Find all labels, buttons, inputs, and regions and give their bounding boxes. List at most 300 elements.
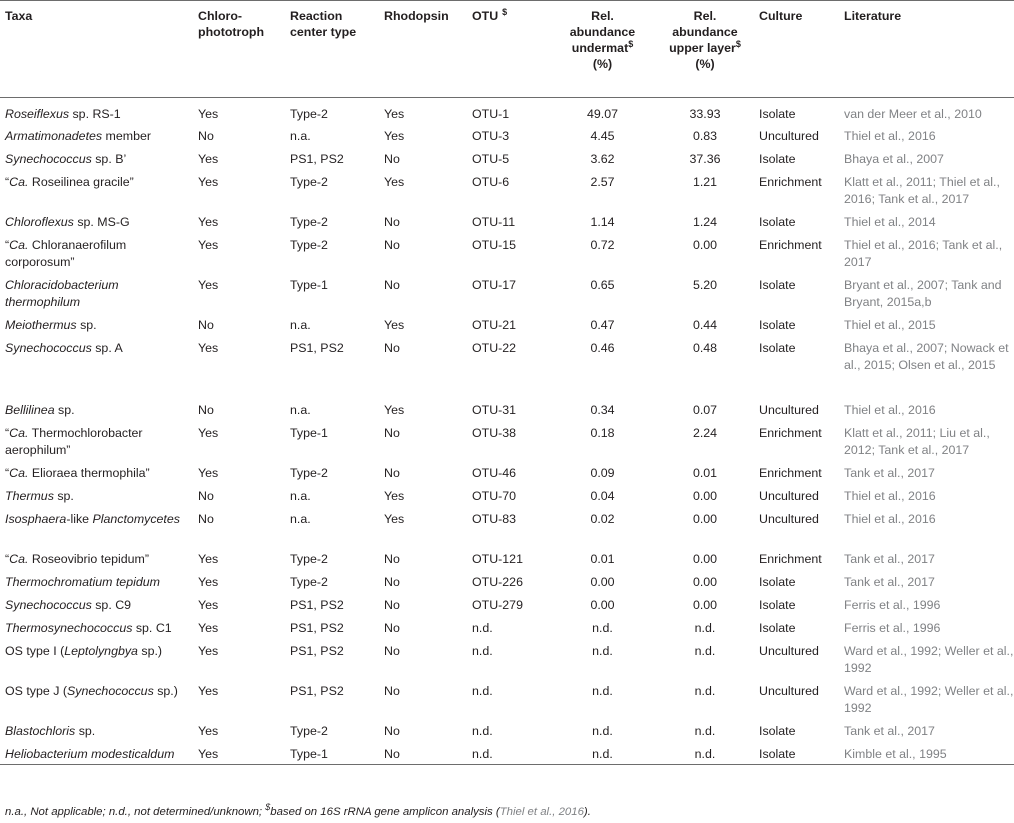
taxa-text: sp. B’ [91, 152, 127, 166]
taxa-text: Heliobacterium modesticaldum [5, 747, 175, 761]
header-text: phototroph [198, 25, 265, 39]
reaction-center-cell: n.a. [290, 512, 311, 526]
taxa-text: sp. MS-G [73, 215, 130, 229]
chlorophototroph-cell: Yes [198, 426, 219, 440]
taxa-text: sp. [54, 403, 75, 417]
upper-layer-abundance-cell: 5.20 [692, 278, 718, 292]
reaction-center-cell: PS1, PS2 [290, 621, 344, 635]
chlorophototroph-cell: No [198, 403, 214, 417]
reaction-center-cell: PS1, PS2 [290, 598, 344, 612]
undermat-abundance-cell: 0.65 [590, 278, 615, 292]
reaction-center-cell: Type-2 [290, 466, 328, 480]
undermat-abundance-cell: n.d. [592, 644, 613, 658]
header-text: Chloro- [198, 9, 243, 23]
rhodopsin-cell: No [384, 278, 400, 292]
culture-cell: Enrichment [759, 175, 822, 189]
chlorophototroph-cell: Yes [198, 175, 219, 189]
reaction-center-cell: Type-2 [290, 175, 328, 189]
taxa-text: Isosphaera [5, 512, 67, 526]
taxa-cell [0, 615, 193, 638]
literature-cell: Ferris et al., 1996 [844, 621, 941, 635]
header-taxa [0, 1, 193, 98]
undermat-abundance-cell: 2.57 [590, 175, 615, 189]
culture-cell: Isolate [759, 278, 796, 292]
taxa-text: Thermochlorobacter aerophilum” [5, 426, 143, 457]
otu-cell: OTU-17 [472, 278, 517, 292]
taxa-text: Chloroflexus [5, 215, 74, 229]
undermat-abundance-cell: 0.34 [590, 403, 615, 417]
header-sup: $ [735, 39, 741, 49]
rhodopsin-cell: No [384, 621, 400, 635]
rhodopsin-cell: No [384, 644, 400, 658]
taxa-cell [0, 592, 193, 615]
culture-cell: Isolate [759, 575, 796, 589]
taxa-text: sp. C9 [91, 598, 132, 612]
otu-cell: OTU-6 [472, 175, 510, 189]
undermat-abundance-cell: 0.72 [590, 238, 615, 252]
literature-cell: Bhaya et al., 2007 [844, 152, 944, 166]
table-row [0, 146, 1014, 169]
reaction-center-cell: PS1, PS2 [290, 644, 344, 658]
table-row [0, 232, 1014, 272]
culture-cell: Isolate [759, 621, 796, 635]
literature-cell: Thiel et al., 2015 [844, 318, 936, 332]
otu-cell: OTU-70 [472, 489, 517, 503]
table-row [0, 506, 1014, 546]
undermat-abundance-cell: 0.00 [590, 598, 615, 612]
taxa-cell [0, 232, 193, 272]
header-unit: (%) [592, 57, 613, 71]
literature-cell: Thiel et al., 2016 [844, 129, 936, 143]
chlorophototroph-cell: Yes [198, 215, 219, 229]
undermat-abundance-cell: n.d. [592, 747, 613, 761]
taxa-text: Chloranaerofilum corporosum” [5, 238, 127, 269]
culture-cell: Uncultured [759, 684, 819, 698]
rhodopsin-cell: No [384, 724, 400, 738]
taxa-text: “ [5, 238, 10, 252]
otu-cell: OTU-226 [472, 575, 523, 589]
chlorophototroph-cell: Yes [198, 466, 219, 480]
taxa-text: Roseiflexus [5, 107, 70, 121]
table-row [0, 312, 1014, 335]
taxa-text: sp. [75, 724, 96, 738]
otu-cell: OTU-21 [472, 318, 517, 332]
footnote-text: n.a., Not applicable; n.d., not determined/unknown; [5, 806, 266, 818]
table-row [0, 420, 1014, 460]
taxa-cell [0, 335, 193, 397]
taxa-text: Armatimonadetes [5, 129, 103, 143]
reaction-center-cell: Type-1 [290, 278, 328, 292]
upper-layer-abundance-cell: 37.36 [689, 152, 721, 166]
chlorophototroph-cell: Yes [198, 552, 219, 566]
table-row [0, 123, 1014, 146]
reaction-center-cell: Type-1 [290, 747, 328, 761]
reaction-center-cell: Type-2 [290, 238, 328, 252]
reaction-center-cell: Type-2 [290, 107, 328, 121]
chlorophototroph-cell: No [198, 512, 214, 526]
taxa-text: Meiothermus [5, 318, 77, 332]
literature-cell: van der Meer et al., 2010 [844, 107, 982, 121]
literature-cell: Bryant et al., 2007; Tank and Bryant, 2015a,b [844, 278, 1002, 309]
reaction-center-cell: n.a. [290, 318, 311, 332]
table-row [0, 98, 1014, 124]
header-literature [839, 1, 1014, 98]
taxa-cell [0, 678, 193, 718]
rhodopsin-cell: No [384, 575, 400, 589]
rhodopsin-cell: No [384, 466, 400, 480]
taxa-text: sp. [76, 318, 97, 332]
culture-cell: Uncultured [759, 512, 819, 526]
culture-cell: Isolate [759, 341, 796, 355]
otu-cell: OTU-83 [472, 512, 517, 526]
table-row [0, 209, 1014, 232]
header-rhodopsin [379, 1, 467, 98]
undermat-abundance-cell: 49.07 [586, 107, 618, 121]
otu-cell: OTU-38 [472, 426, 517, 440]
upper-layer-abundance-cell: 0.48 [692, 341, 718, 355]
taxa-cell [0, 569, 193, 592]
undermat-abundance-cell: 0.00 [590, 575, 615, 589]
upper-layer-abundance-cell: 0.00 [692, 552, 718, 566]
undermat-abundance-cell: 1.14 [590, 215, 615, 229]
undermat-abundance-cell: 0.09 [590, 466, 615, 480]
taxa-text: sp.) [137, 644, 163, 658]
otu-cell: OTU-11 [472, 215, 516, 229]
taxa-cell [0, 397, 193, 420]
taxa-text: Thermus [5, 489, 54, 503]
header-text: Rhodopsin [384, 9, 449, 23]
taxa-text: Ca. [9, 552, 29, 566]
literature-cell: Ward et al., 1992; Weller et al., 1992 [844, 644, 1014, 675]
upper-layer-abundance-cell: 0.00 [692, 238, 718, 252]
upper-layer-abundance-cell: 33.93 [689, 107, 721, 121]
literature-cell: Tank et al., 2017 [844, 724, 935, 738]
reaction-center-cell: Type-2 [290, 575, 328, 589]
table-row [0, 169, 1014, 209]
taxa-text: Synechococcus [5, 341, 92, 355]
literature-cell: Klatt et al., 2011; Thiel et al., 2016; Tank et al., 2017 [844, 175, 1000, 206]
taxa-text: Elioraea thermophila” [28, 466, 150, 480]
reaction-center-cell: Type-1 [290, 426, 328, 440]
header-text: Rel. [591, 9, 614, 23]
footnote-text-2: based on 16S rRNA gene amplicon analysis ( [270, 806, 500, 818]
rhodopsin-cell: Yes [384, 489, 405, 503]
reaction-center-cell: Type-2 [290, 724, 328, 738]
culture-cell: Enrichment [759, 466, 822, 480]
literature-cell: Thiel et al., 2016; Tank et al., 2017 [844, 238, 1003, 269]
reaction-center-cell: Type-2 [290, 215, 328, 229]
table-row [0, 569, 1014, 592]
header-rel-abundance-undermat [549, 1, 656, 98]
culture-cell: Uncultured [759, 644, 819, 658]
header-otu [467, 1, 549, 98]
header-reaction-center-type [285, 1, 379, 98]
chlorophototroph-cell: Yes [198, 278, 219, 292]
header-sup: $ [628, 39, 634, 49]
upper-layer-abundance-cell: n.d. [694, 621, 716, 635]
table-row [0, 272, 1014, 312]
rhodopsin-cell: No [384, 747, 400, 761]
chlorophototroph-cell: No [198, 489, 214, 503]
upper-layer-abundance-cell: 1.21 [692, 175, 718, 189]
table-row [0, 678, 1014, 718]
culture-cell: Uncultured [759, 129, 819, 143]
upper-layer-abundance-cell: n.d. [694, 644, 716, 658]
header-text: center type [290, 25, 357, 39]
footnote-reference: Thiel et al., 2016 [499, 806, 584, 818]
chlorophototroph-cell: Yes [198, 644, 219, 658]
culture-cell: Enrichment [759, 238, 822, 252]
otu-cell: n.d. [472, 724, 493, 738]
taxa-text: sp. [53, 489, 74, 503]
header-text: undermat [571, 41, 629, 55]
rhodopsin-cell: Yes [384, 512, 405, 526]
culture-cell: Enrichment [759, 552, 822, 566]
taxa-text: Ca. [9, 238, 29, 252]
taxa-text: “ [5, 175, 10, 189]
taxa-text: Leptolyngbya [64, 644, 138, 658]
otu-cell: OTU-121 [472, 552, 523, 566]
taxa-cell [0, 718, 193, 741]
rhodopsin-cell: Yes [384, 107, 405, 121]
reaction-center-cell: n.a. [290, 489, 311, 503]
reaction-center-cell: PS1, PS2 [290, 684, 344, 698]
literature-cell: Bhaya et al., 2007; Nowack et al., 2015; Olsen et al., 2015 [844, 341, 1009, 372]
chlorophototroph-cell: Yes [198, 684, 219, 698]
chlorophototroph-cell: Yes [198, 598, 219, 612]
otu-cell: n.d. [472, 621, 493, 635]
undermat-abundance-cell: 0.04 [590, 489, 615, 503]
taxa-text: Chloracidobacterium thermophilum [5, 278, 119, 309]
culture-cell: Isolate [759, 318, 796, 332]
header-text: Reaction [290, 9, 343, 23]
taxa-text: Roseilinea gracile” [28, 175, 134, 189]
upper-layer-abundance-cell: 0.00 [692, 512, 718, 526]
upper-layer-abundance-cell: 0.00 [692, 598, 718, 612]
culture-cell: Enrichment [759, 426, 822, 440]
taxa-text: Synechococcus [5, 598, 92, 612]
upper-layer-abundance-cell: 0.01 [692, 466, 718, 480]
rhodopsin-cell: No [384, 238, 400, 252]
taxa-cell [0, 638, 193, 678]
reaction-center-cell: Type-2 [290, 552, 328, 566]
header-text: abundance [672, 25, 738, 39]
upper-layer-abundance-cell: 2.24 [692, 426, 718, 440]
literature-cell: Thiel et al., 2016 [844, 403, 936, 417]
taxa-cell [0, 483, 193, 506]
chlorophototroph-cell: Yes [198, 341, 219, 355]
taxa-cell [0, 506, 193, 546]
upper-layer-abundance-cell: 1.24 [692, 215, 718, 229]
otu-cell: n.d. [472, 684, 493, 698]
table-row [0, 615, 1014, 638]
taxa-text: Thermosynechococcus [5, 621, 133, 635]
table-row [0, 638, 1014, 678]
taxa-cell [0, 272, 193, 312]
header-unit: (%) [695, 57, 715, 71]
chlorophototroph-cell: Yes [198, 621, 219, 635]
literature-cell: Thiel et al., 2014 [844, 215, 936, 229]
taxa-text: Synechococcus [5, 152, 92, 166]
header-text: Literature [844, 9, 902, 23]
otu-cell: OTU-1 [472, 107, 510, 121]
culture-cell: Isolate [759, 598, 796, 612]
table-row [0, 460, 1014, 483]
literature-cell: Tank et al., 2017 [844, 466, 935, 480]
taxa-text: Roseovibrio tepidum” [28, 552, 149, 566]
taxa-cell [0, 741, 193, 764]
otu-cell: OTU-3 [472, 129, 510, 143]
taxa-text: “ [5, 466, 10, 480]
chlorophototroph-cell: Yes [198, 575, 219, 589]
otu-cell: OTU-15 [472, 238, 517, 252]
literature-cell: Tank et al., 2017 [844, 575, 935, 589]
header-sup: $ [502, 7, 508, 17]
header-text: OTU [472, 9, 499, 23]
taxa-text: sp. RS-1 [69, 107, 121, 121]
taxa-cell [0, 98, 193, 124]
literature-cell: Ferris et al., 1996 [844, 598, 941, 612]
upper-layer-abundance-cell: n.d. [694, 724, 716, 738]
culture-cell: Uncultured [759, 403, 819, 417]
header-culture [754, 1, 839, 98]
upper-layer-abundance-cell: 0.44 [692, 318, 718, 332]
header-row [0, 1, 1014, 98]
chlorophototroph-cell: No [198, 129, 214, 143]
undermat-abundance-cell: 0.01 [590, 552, 615, 566]
header-rel-abundance-upper-layer [656, 1, 754, 98]
otu-cell: OTU-31 [472, 403, 517, 417]
literature-cell: Thiel et al., 2016 [844, 489, 936, 503]
culture-cell: Uncultured [759, 489, 819, 503]
culture-cell: Isolate [759, 724, 796, 738]
taxa-text: OS type I ( [5, 644, 65, 658]
upper-layer-abundance-cell: n.d. [694, 747, 716, 761]
rhodopsin-cell: Yes [384, 175, 405, 189]
undermat-abundance-cell: n.d. [592, 621, 613, 635]
table-footnote [5, 802, 591, 818]
reaction-center-cell: n.a. [290, 129, 311, 143]
table-row [0, 546, 1014, 569]
undermat-abundance-cell: 0.46 [590, 341, 615, 355]
chlorophototroph-cell: Yes [198, 107, 219, 121]
rhodopsin-cell: Yes [384, 318, 405, 332]
taxa-text: Bellilinea [5, 403, 55, 417]
literature-cell: Klatt et al., 2011; Liu et al., 2012; Tank et al., 2017 [844, 426, 990, 457]
rhodopsin-cell: No [384, 426, 400, 440]
taxa-text: “ [5, 426, 10, 440]
table-row [0, 483, 1014, 506]
reaction-center-cell: n.a. [290, 403, 311, 417]
rhodopsin-cell: No [384, 598, 400, 612]
undermat-abundance-cell: 3.62 [590, 152, 615, 166]
otu-cell: OTU-5 [472, 152, 510, 166]
upper-layer-abundance-cell: 0.83 [692, 129, 718, 143]
header-text: abundance [569, 25, 636, 39]
literature-cell: Tank et al., 2017 [844, 552, 935, 566]
chlorophototroph-cell: Yes [198, 724, 219, 738]
chlorophototroph-cell: No [198, 318, 214, 332]
header-text: Taxa [5, 9, 33, 23]
upper-layer-abundance-cell: n.d. [694, 684, 716, 698]
header-text: Culture [759, 9, 803, 23]
table-row [0, 397, 1014, 420]
taxa-text: sp.) [153, 684, 178, 698]
undermat-abundance-cell: 0.02 [590, 512, 615, 526]
literature-cell: Ward et al., 1992; Weller et al., 1992 [844, 684, 1014, 715]
otu-cell: n.d. [472, 747, 493, 761]
taxa-text: Ca. [9, 466, 29, 480]
table-row [0, 741, 1014, 764]
taxa-text: Blastochloris [5, 724, 76, 738]
culture-cell: Isolate [759, 747, 796, 761]
otu-cell: n.d. [472, 644, 493, 658]
footnote-sup: $ [265, 802, 271, 812]
culture-cell: Isolate [759, 215, 796, 229]
taxa-cell [0, 546, 193, 569]
rhodopsin-cell: Yes [384, 403, 405, 417]
undermat-abundance-cell: 0.18 [590, 426, 615, 440]
upper-layer-abundance-cell: 0.00 [692, 489, 718, 503]
rhodopsin-cell: No [384, 552, 400, 566]
undermat-abundance-cell: 4.45 [590, 129, 615, 143]
undermat-abundance-cell: n.d. [592, 684, 613, 698]
rhodopsin-cell: No [384, 341, 400, 355]
taxa-text: Planctomycetes [92, 512, 180, 526]
taxa-text: “ [5, 552, 10, 566]
otu-cell: OTU-22 [472, 341, 517, 355]
taxa-cell [0, 146, 193, 169]
taxa-cell [0, 209, 193, 232]
reaction-center-cell: PS1, PS2 [290, 341, 344, 355]
literature-cell: Kimble et al., 1995 [844, 747, 947, 761]
undermat-abundance-cell: n.d. [592, 724, 613, 738]
header-text: upper layer [669, 41, 736, 55]
rhodopsin-cell: No [384, 152, 400, 166]
taxa-text: sp. C1 [132, 621, 172, 635]
taxa-cell [0, 169, 193, 209]
culture-cell: Isolate [759, 107, 796, 121]
chlorophototroph-cell: Yes [198, 152, 219, 166]
taxa-cell [0, 312, 193, 335]
taxa-text: Ca. [9, 175, 29, 189]
taxa-cell [0, 460, 193, 483]
upper-layer-abundance-cell: 0.00 [692, 575, 718, 589]
table-row [0, 592, 1014, 615]
header-chlorophototroph [193, 1, 285, 98]
culture-cell: Isolate [759, 152, 796, 166]
upper-layer-abundance-cell: 0.07 [692, 403, 718, 417]
literature-cell: Thiel et al., 2016 [844, 512, 936, 526]
taxa-text: OS type J ( [5, 684, 67, 698]
table-row [0, 335, 1014, 397]
chlorophototroph-cell: Yes [198, 747, 219, 761]
rhodopsin-cell: No [384, 215, 400, 229]
taxa-cell [0, 123, 193, 146]
reaction-center-cell: PS1, PS2 [290, 152, 344, 166]
taxa-text: member [102, 129, 151, 143]
taxa-text: Ca. [9, 426, 29, 440]
otu-cell: OTU-279 [472, 598, 523, 612]
header-text: Rel. [693, 9, 717, 23]
taxa-text: sp. A [91, 341, 123, 355]
rhodopsin-cell: No [384, 684, 400, 698]
taxa-text: -like [66, 512, 93, 526]
taxa-cell [0, 420, 193, 460]
otu-cell: OTU-46 [472, 466, 517, 480]
taxa-text: Thermochromatium tepidum [5, 575, 160, 589]
taxa-text: Synechococcus [66, 684, 154, 698]
